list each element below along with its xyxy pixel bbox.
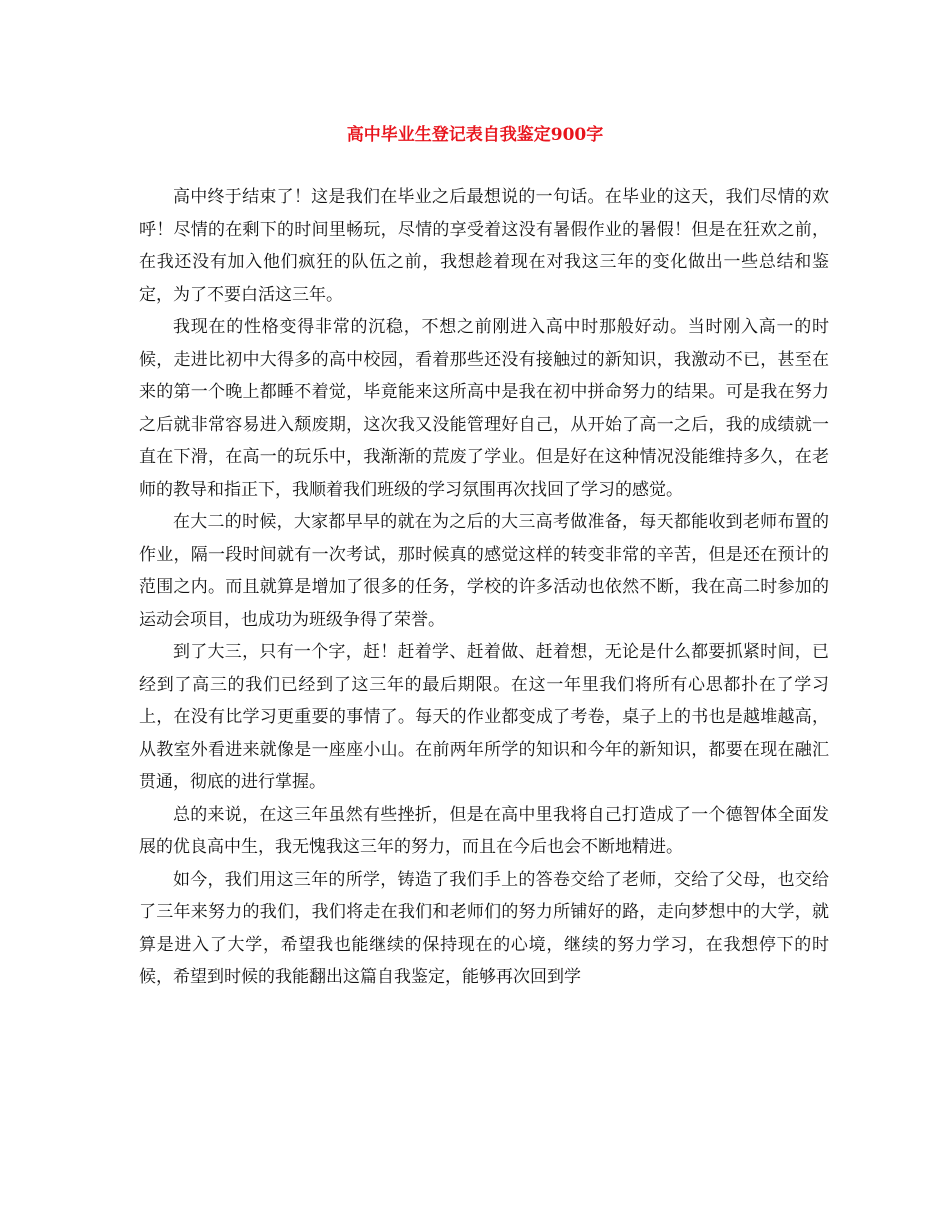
paragraph-3: 在大二的时候，大家都早早的就在为之后的大三高考做准备，每天都能收到老师布置的作业，隔一段时间就有一次考试，那时候真的感觉这样的转变非常的辛苦，但是还在预计的范围之内。而且就算是增加了很多的任务，学校的许多活动也依然不断，我在高二时参加的运动会项目，也成功为班级争得了荣誉。: [139, 512, 829, 630]
paragraph-2: 我现在的性格变得非常的沉稳，不想之前刚进入高中时那般好动。当时刚入高一的时候，走进比初中大得多的高中校园，看着那些还没有接触过的新知识，我激动不已，甚至在来的第一个晚上都睡不着觉，毕竟能来这所高中是我在初中拼命努力的结果。可是我在努力之后就非常容易进入颓废期，这次我又没能管理好自己，从开始了高一之后，我的成绩就一直在下滑，在高一的玩乐中，我渐渐的荒废了学业。但是好在这种情况没能维持多久，在老师的教导和指正下，我顺着我们班级的学习氛围再次找回了学习的感觉。: [139, 317, 829, 500]
document-title: 高中毕业生登记表自我鉴定900字: [346, 125, 604, 145]
paragraph-6: 如今，我们用这三年的所学，铸造了我们手上的答卷交给了老师，交给了父母，也交给了三年来努力的我们，我们将走在我们和老师们的努力所铺好的路，走向梦想中的大学，就算是进入了大学，希望我也能继续的保持现在的心境，继续的努力学习，在我想停下的时候，希望到时候的我能翻出这篇自我鉴定，能够再次回到学: [139, 869, 829, 987]
paragraph-1: 高中终于结束了！这是我们在毕业之后最想说的一句话。在毕业的这天，我们尽情的欢呼！尽情的在剩下的时间里畅玩，尽情的享受着这没有暑假作业的暑假！但是在狂欢之前，在我还没有加入他们疯狂的队伍之前，我想趁着现在对我这三年的变化做出一些总结和鉴定，为了不要白活这三年。: [139, 187, 829, 305]
document-body: [139, 181, 829, 994]
paragraph-5: 总的来说，在这三年虽然有些挫折，但是在高中里我将自己打造成了一个德智体全面发展的优良高中生，我无愧我这三年的努力，而且在今后也会不断地精进。: [139, 804, 829, 857]
paragraph-4: 到了大三，只有一个字，赶！赶着学、赶着做、赶着想，无论是什么都要抓紧时间，已经到了高三的我们已经到了这三年的最后期限。在这一年里我们将所有心思都扑在了学习上，在没有比学习更重要的事情了。每天的作业都变成了考卷，桌子上的书也是越堆越高，从教室外看进来就像是一座座小山。在前两年所学的知识和今年的新知识，都要在现在融汇贯通，彻底的进行掌握。: [139, 642, 829, 792]
